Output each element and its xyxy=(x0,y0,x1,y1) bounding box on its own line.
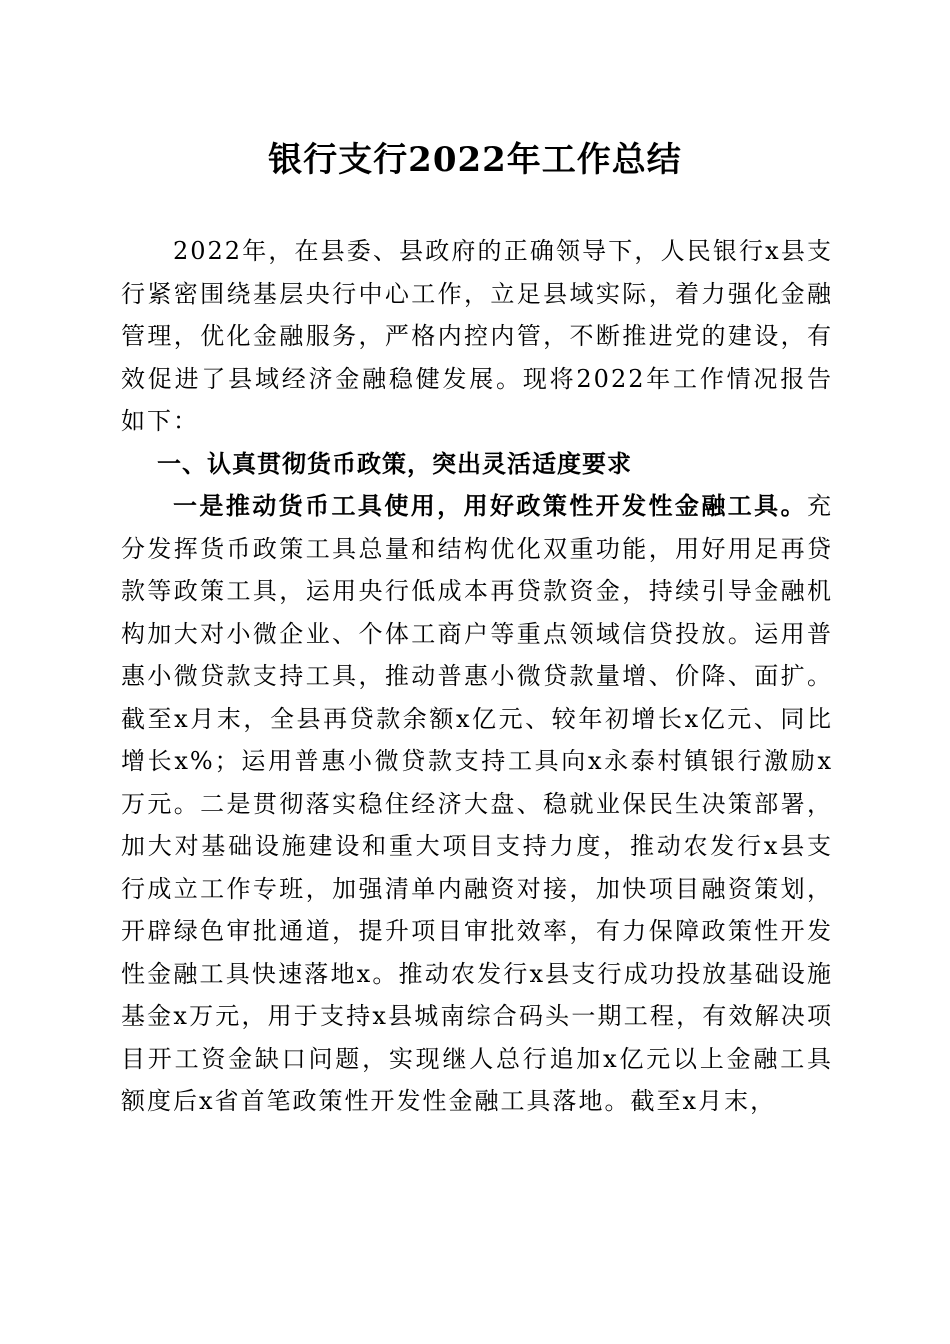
section-1-lead-sentence: 一是推动货币工具使用，用好政策性开发性金融工具。 xyxy=(173,491,807,520)
document-title: 银行支行2022年工作总结 xyxy=(268,140,682,180)
section-1-body-text: 充分发挥货币政策工具总量和结构优化双重功能，用好用足再贷款等政策工具，运用央行低成本再贷款资金，持续引导金融机构加大对小微企业、个体工商户等重点领域信贷投放。运用普惠小微贷款支持工具，推动普惠小微贷款量增、价降、面扩。截至x月末，全县再贷款余额x亿元、较年初增长x亿元、同比增长x%；运用普惠小微贷款支持工具向x永泰村镇银行激励x万元。二是贯彻落实稳住经济大盘、稳就业保民生决策部署，加大对基础设施建设和重大项目支持力度，推动农发行x县支行成立工作专班，加强清单内融资对接，加快项目融资策划，开辟绿色审批通道，提升项目审批效率，有力保障政策性开发性金融工具快速落地x。推动农发行x县支行成功投放基础设施基金x万元，用于支持x县城南综合码头一期工程，有效解决项目开工资金缺口问题，实现继人总行追加x亿元以上金融工具额度后x省首笔政策性开发性金融工具落地。截至x月末， xyxy=(121,492,833,1115)
document-body xyxy=(121,230,833,1123)
intro-paragraph: 2022年，在县委、县政府的正确领导下，人民银行x县支行紧密围绕基层央行中心工作，立足县域实际，着力强化金融管理，优化金融服务，严格内控内管，不断推进党的建设，有效促进了县域经济金融稳健发展。现将2022年工作情况报告如下： xyxy=(121,237,833,435)
section-1-paragraph xyxy=(121,485,833,1123)
section-1-heading: 一、认真贯彻货币政策，突出灵活适度要求 xyxy=(157,449,632,478)
